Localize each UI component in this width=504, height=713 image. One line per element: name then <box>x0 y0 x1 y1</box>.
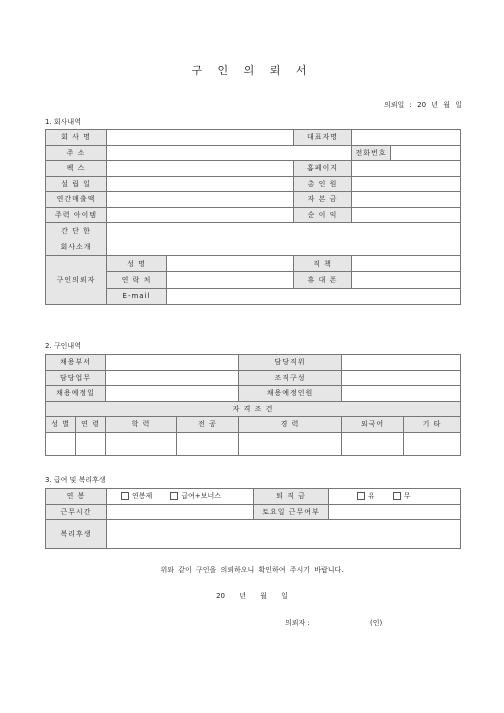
homepage-field[interactable] <box>352 161 461 177</box>
severance-yes-option[interactable] <box>357 491 375 501</box>
gender-field[interactable] <box>46 432 76 455</box>
contact-phone-field[interactable] <box>167 272 294 288</box>
salary-annual-option[interactable] <box>121 491 152 501</box>
founded-field[interactable] <box>107 176 294 192</box>
major-field[interactable] <box>177 432 239 455</box>
label-duty-position: 담당직위 <box>239 355 342 371</box>
label-intro-line1: 간 단 한 <box>61 227 91 235</box>
col-gender: 성 별 <box>46 417 76 433</box>
label-email: E-mail <box>107 288 167 304</box>
label-contact-phone: 연 락 처 <box>107 272 167 288</box>
org-field[interactable] <box>342 370 461 386</box>
dept-field[interactable] <box>106 355 239 371</box>
education-field[interactable] <box>106 432 177 455</box>
label-position: 직 책 <box>294 256 352 272</box>
duty-position-field[interactable] <box>342 355 461 371</box>
mobile-field[interactable] <box>352 272 461 288</box>
employees-field[interactable] <box>352 176 461 192</box>
hire-count-field[interactable] <box>342 386 461 402</box>
section-title-company: 1. 회사내역 <box>45 118 81 126</box>
language-field[interactable] <box>342 432 404 455</box>
label-contact-person: 구인의뢰자 <box>46 256 107 305</box>
requester-label: 의뢰자 : <box>285 619 310 627</box>
annual-sales-field[interactable] <box>107 192 294 208</box>
section-title-salary: 3. 급여 및 복리후생 <box>45 476 106 484</box>
checkbox-icon <box>170 492 178 500</box>
requester-line <box>285 618 383 628</box>
col-etc: 기 타 <box>404 417 461 433</box>
welfare-field[interactable] <box>107 520 461 549</box>
label-duty: 담당업무 <box>46 370 106 386</box>
etc-field[interactable] <box>404 432 461 455</box>
label-saturday: 토요일 근무여부 <box>254 504 329 520</box>
label-net-profit: 순 이 익 <box>294 207 352 223</box>
label-hire-count: 채용예정인원 <box>239 386 342 402</box>
saturday-field[interactable] <box>329 504 461 520</box>
col-language: 외국어 <box>342 417 404 433</box>
label-address: 주 소 <box>46 145 107 161</box>
label-founded: 설 립 일 <box>46 176 107 192</box>
company-name-field[interactable] <box>107 130 294 146</box>
hiring-table <box>45 354 461 456</box>
company-intro-field[interactable] <box>107 223 461 256</box>
label-mobile: 휴 대 폰 <box>294 272 352 288</box>
label-intro-line2: 회사소개 <box>60 243 92 251</box>
label-welfare: 복리후생 <box>46 520 107 549</box>
company-table <box>45 129 461 305</box>
checkbox-icon <box>121 492 129 500</box>
label-salary: 연 봉 <box>46 489 107 505</box>
label-severance: 퇴 직 금 <box>254 489 329 505</box>
hire-date-field[interactable] <box>106 386 239 402</box>
phone-field[interactable] <box>391 145 461 161</box>
salary-options <box>107 489 254 505</box>
label-intro <box>46 223 107 256</box>
section-title-hiring: 2. 구인내역 <box>45 342 81 350</box>
label-hire-date: 채용예정일 <box>46 386 106 402</box>
label-main-items: 주력 아이템 <box>46 207 107 223</box>
contact-name-field[interactable] <box>167 256 294 272</box>
col-major: 전 공 <box>177 417 239 433</box>
main-items-field[interactable] <box>107 207 294 223</box>
ceo-field[interactable] <box>352 130 461 146</box>
salary-table <box>45 488 461 549</box>
col-experience: 경 력 <box>239 417 342 433</box>
checkbox-icon <box>393 492 401 500</box>
duty-field[interactable] <box>106 370 239 386</box>
label-phone: 전화번호 <box>352 145 391 161</box>
severance-no-option[interactable] <box>393 491 411 501</box>
severance-options <box>329 489 461 505</box>
severance-no-label: 무 <box>403 492 411 501</box>
fax-field[interactable] <box>107 161 294 177</box>
label-work-hours: 근무시간 <box>46 504 107 520</box>
label-ceo: 대표자명 <box>294 130 352 146</box>
label-capital: 자 본 금 <box>294 192 352 208</box>
salary-bonus-label: 급여+보너스 <box>181 492 221 501</box>
email-field[interactable] <box>167 288 461 304</box>
notice-text: 위와 같이 구인을 의뢰하오니 확인하여 주시기 바랍니다. <box>160 566 344 574</box>
seal-mark: (인) <box>370 619 383 627</box>
net-profit-field[interactable] <box>352 207 461 223</box>
sign-date: 20 년 월 일 <box>216 592 288 600</box>
salary-bonus-option[interactable] <box>170 491 221 501</box>
col-education: 학 력 <box>106 417 177 433</box>
label-employees: 총 인 원 <box>294 176 352 192</box>
experience-field[interactable] <box>239 432 342 455</box>
label-fax: 팩 스 <box>46 161 107 177</box>
page-title: 구 인 의 뢰 서 <box>191 64 313 77</box>
label-org: 조직구성 <box>239 370 342 386</box>
capital-field[interactable] <box>352 192 461 208</box>
severance-yes-label: 유 <box>368 492 375 501</box>
label-homepage: 홈페이지 <box>294 161 352 177</box>
label-annual-sales: 연간매출액 <box>46 192 107 208</box>
salary-annual-label: 연봉제 <box>132 492 153 501</box>
checkbox-icon <box>357 492 365 500</box>
label-dept: 채용부서 <box>46 355 106 371</box>
label-contact-name: 성 명 <box>107 256 167 272</box>
age-field[interactable] <box>76 432 106 455</box>
address-field[interactable] <box>107 145 352 161</box>
label-qualification: 자 격 조 건 <box>46 401 461 417</box>
work-hours-field[interactable] <box>107 504 254 520</box>
col-age: 연 령 <box>76 417 106 433</box>
position-field[interactable] <box>352 256 461 272</box>
label-company-name: 회 사 명 <box>46 130 107 146</box>
request-date: 의뢰일 : 20 년 월 일 <box>384 101 462 109</box>
